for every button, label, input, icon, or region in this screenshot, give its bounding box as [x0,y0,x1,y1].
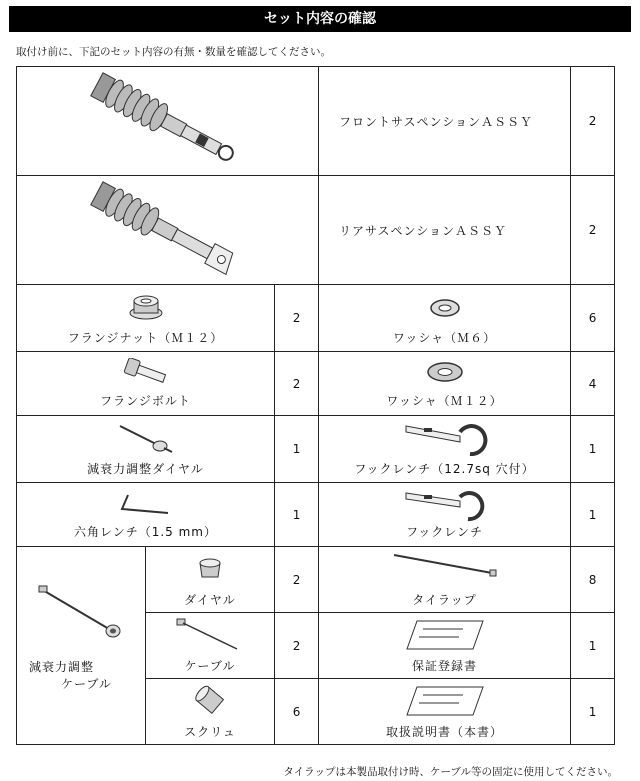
hex-wrench-name: 六角レンチ（1.5 mm） [74,525,217,539]
hook-wrench-name: フックレンチ [406,525,483,539]
damper-dial-name: 減衰力調整ダイヤル [87,462,204,476]
parts-table [16,66,615,745]
manual-qty: 1 [571,679,615,745]
screw-qty: 6 [275,679,319,745]
rear-suspension-qty: 2 [571,176,615,285]
damper-cable-icon [35,583,125,643]
manual-cell [319,679,571,745]
flange-nut-qty: 2 [275,285,319,352]
flange-nut-icon [126,293,166,321]
front-suspension-image [78,71,258,171]
hook-wrench-hole-qty: 1 [571,416,615,483]
hex-wrench-cell [17,483,275,547]
flange-bolt-name: フランジボルト [100,394,191,408]
table-row [17,285,615,352]
flange-nut-cell [17,285,275,352]
hook-wrench-hole-cell [319,416,571,483]
tie-wrap-qty: 8 [571,547,615,613]
warranty-name: 保証登録書 [412,659,478,673]
hook-wrench-hole-icon [400,420,490,456]
damper-dial-icon [116,420,176,456]
hex-wrench-icon [118,491,174,517]
damper-cable-label-1: 減衰力調整 [29,660,95,674]
table-row [17,483,615,547]
flange-bolt-qty: 2 [275,352,319,416]
washer-m6-cell [319,285,571,352]
washer-m6-icon [425,297,465,319]
tie-wrap-cell [319,547,571,613]
damper-cable-label-2: ケーブル [61,677,112,691]
front-suspension-qty: 2 [571,67,615,176]
hook-wrench-cell [319,483,571,547]
tie-wrap-icon [390,551,500,581]
intro-text: 取付け前に、下記のセット内容の有無・数量を確認してください。 [16,46,331,58]
hook-wrench-hole-name: フックレンチ（12.7sq 穴付） [354,462,535,476]
tie-wrap-name: タイラップ [412,593,477,607]
front-suspension-cell [17,67,319,176]
table-row [17,352,615,416]
rear-suspension-image [78,180,258,280]
dial-qty: 2 [275,547,319,613]
rear-suspension-name: リアサスペンションＡＳＳＹ [319,176,571,285]
dial-cell [146,547,275,613]
warranty-icon [403,617,487,653]
warranty-cell [319,613,571,679]
damper-cable-group-cell [17,547,146,745]
washer-m12-cell [319,352,571,416]
hex-wrench-qty: 1 [275,483,319,547]
table-row [17,416,615,483]
front-suspension-name: フロントサスペンションＡＳＳＹ [319,67,571,176]
table-row [17,67,615,176]
manual-name: 取扱説明書（本書） [386,725,504,739]
manual-icon [403,683,487,719]
damper-dial-qty: 1 [275,416,319,483]
washer-m6-name: ワッシャ（Ｍ６） [392,331,497,345]
dial-name: ダイヤル [184,593,236,607]
hook-wrench-icon [400,487,490,523]
cable-icon [175,617,245,653]
screw-icon [190,683,230,717]
footnote: タイラップは本製品取付け時、ケーブル等の固定に使用してください。 [283,766,618,778]
washer-m12-qty: 4 [571,352,615,416]
section-title: セット内容の確認 [9,6,631,32]
dial-icon [195,555,225,581]
flange-bolt-icon [121,358,171,388]
table-row [17,547,615,613]
damper-dial-cell [17,416,275,483]
screw-name: スクリュ [184,725,236,739]
screw-cell [146,679,275,745]
rear-suspension-cell [17,176,319,285]
table-row [17,176,615,285]
washer-m12-name: ワッシャ（Ｍ１２） [386,394,503,408]
washer-m12-icon [423,360,467,384]
warranty-qty: 1 [571,613,615,679]
flange-bolt-cell [17,352,275,416]
cable-name: ケーブル [184,659,236,673]
cable-cell [146,613,275,679]
cable-qty: 2 [275,613,319,679]
washer-m6-qty: 6 [571,285,615,352]
hook-wrench-qty: 1 [571,483,615,547]
flange-nut-name: フランジナット（Ｍ１２） [67,331,224,345]
